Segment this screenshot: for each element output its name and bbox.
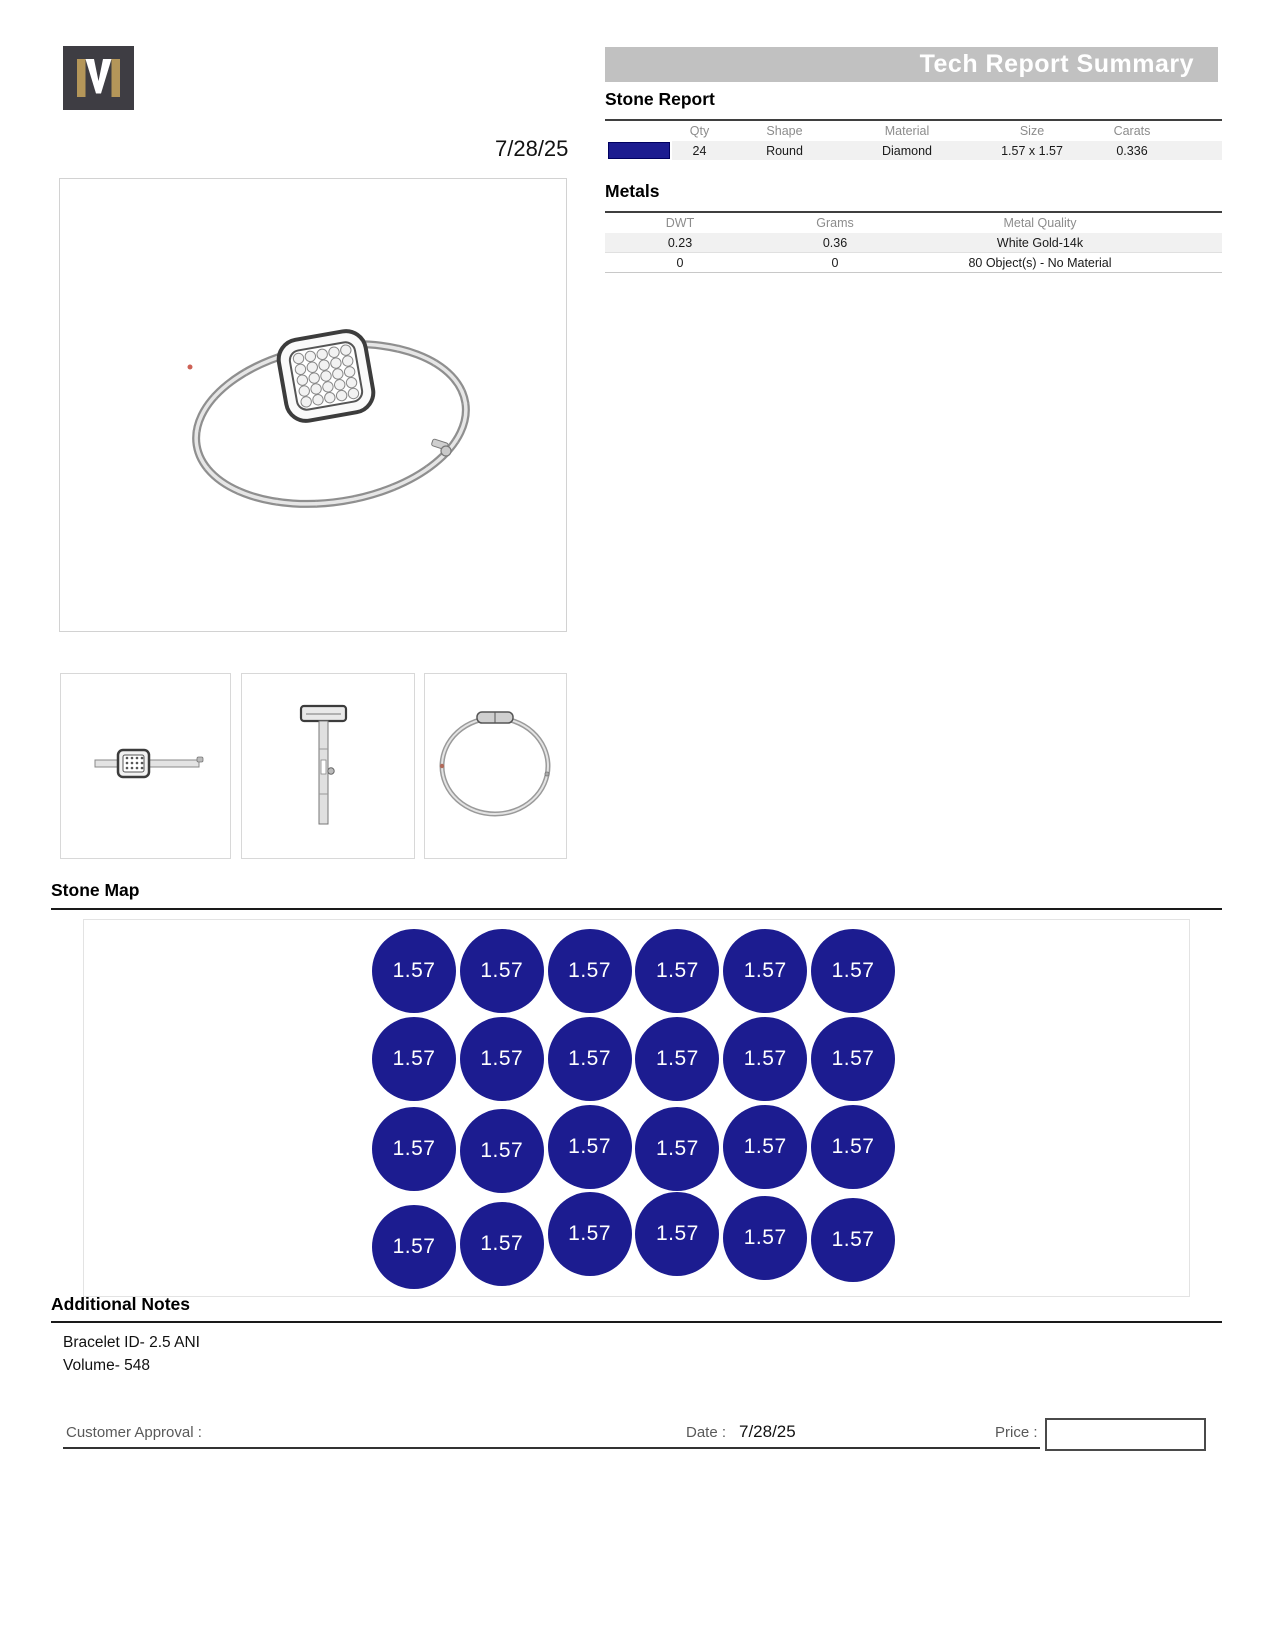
metal-dwt: 0.23: [605, 233, 755, 253]
metals-row: [605, 253, 1222, 273]
bracelet-top-view-image: [425, 674, 566, 858]
stone-marker: 1.57: [723, 929, 807, 1013]
stone-marker: 1.57: [635, 1107, 719, 1191]
stone-marker: 1.57: [635, 1192, 719, 1276]
stone-marker: 1.57: [460, 1017, 544, 1101]
bracelet-side-view-image: [242, 674, 414, 858]
m-monogram-icon: [63, 46, 134, 110]
price-label: Price :: [995, 1424, 1038, 1441]
stone-marker: 1.57: [811, 1105, 895, 1189]
stone-marker: 1.57: [460, 1202, 544, 1286]
bracelet-front-view-image: [61, 674, 230, 858]
report-title-bar: Tech Report Summary: [605, 47, 1218, 82]
stone-marker: 1.57: [811, 1017, 895, 1101]
stone-marker: 1.57: [635, 929, 719, 1013]
stone-marker: 1.57: [372, 1107, 456, 1191]
stone-map-canvas: [83, 919, 1190, 1297]
stone-report-table: [605, 119, 1222, 160]
stone-material: Diamond: [842, 141, 972, 160]
additional-notes-text: [63, 1331, 200, 1377]
material-column-header: Material: [884, 124, 930, 138]
stone-carats: 0.336: [1092, 141, 1172, 160]
stone-marker: 1.57: [548, 1105, 632, 1189]
stone-marker: 1.57: [548, 1017, 632, 1101]
carats-column-header: Carats: [1113, 124, 1151, 138]
stone-marker: 1.57: [635, 1017, 719, 1101]
stone-marker: 1.57: [723, 1105, 807, 1189]
additional-notes-divider: [51, 1321, 1222, 1323]
main-render-frame: [59, 178, 567, 632]
report-date: 7/28/25: [495, 136, 569, 161]
size-column-header: Size: [1019, 124, 1045, 138]
note-line: Bracelet ID- 2.5 ANI: [63, 1334, 200, 1351]
stone-qty: 24: [672, 141, 727, 160]
stone-marker: 1.57: [811, 929, 895, 1013]
date-label: Date :: [686, 1424, 727, 1441]
qty-column-header: Qty: [689, 124, 710, 138]
stone-map-divider: [51, 908, 1222, 910]
stone-map-heading: Stone Map: [51, 880, 140, 900]
grams-column-header: Grams: [816, 216, 854, 230]
dwt-column-header: DWT: [665, 216, 695, 230]
stone-marker: 1.57: [811, 1198, 895, 1282]
swatch-column-header: [605, 120, 672, 141]
customer-approval-label: Customer Approval :: [66, 1424, 202, 1441]
stone-marker: 1.57: [372, 1205, 456, 1289]
stone-marker: 1.57: [548, 1192, 632, 1276]
bracelet-render-image: [60, 179, 566, 631]
thumbnail-side-view: [241, 673, 415, 859]
metals-row: [605, 233, 1222, 253]
approval-date-value: 7/28/25: [739, 1422, 796, 1441]
thumbnail-front-view: [60, 673, 231, 859]
metals-table: [605, 211, 1222, 273]
stone-shape: Round: [727, 141, 842, 160]
metal-dwt: 0: [605, 253, 755, 273]
stone-marker: 1.57: [548, 929, 632, 1013]
metal-quality: 80 Object(s) - No Material: [915, 253, 1165, 273]
signature-line: [63, 1447, 1040, 1449]
stone-marker: 1.57: [723, 1017, 807, 1101]
metal-quality: White Gold-14k: [915, 233, 1165, 253]
price-input[interactable]: [1045, 1418, 1206, 1451]
metal-grams: 0: [755, 253, 915, 273]
brand-logo: [63, 46, 134, 110]
metals-heading: Metals: [605, 181, 660, 201]
stone-marker: 1.57: [460, 929, 544, 1013]
stone-marker: 1.57: [372, 1017, 456, 1101]
stone-marker: 1.57: [372, 929, 456, 1013]
metal-quality-column-header: Metal Quality: [1003, 216, 1077, 230]
shape-column-header: Shape: [766, 124, 803, 138]
stone-report-heading: Stone Report: [605, 89, 715, 109]
stone-size: 1.57 x 1.57: [972, 141, 1092, 160]
note-line: Volume- 548: [63, 1357, 151, 1374]
stone-marker: 1.57: [723, 1196, 807, 1280]
thumbnail-top-view: [424, 673, 567, 859]
stone-color-swatch: [608, 142, 670, 159]
metal-grams: 0.36: [755, 233, 915, 253]
additional-notes-heading: Additional Notes: [51, 1294, 191, 1314]
stone-report-row: [605, 141, 1222, 160]
stone-marker: 1.57: [460, 1109, 544, 1193]
